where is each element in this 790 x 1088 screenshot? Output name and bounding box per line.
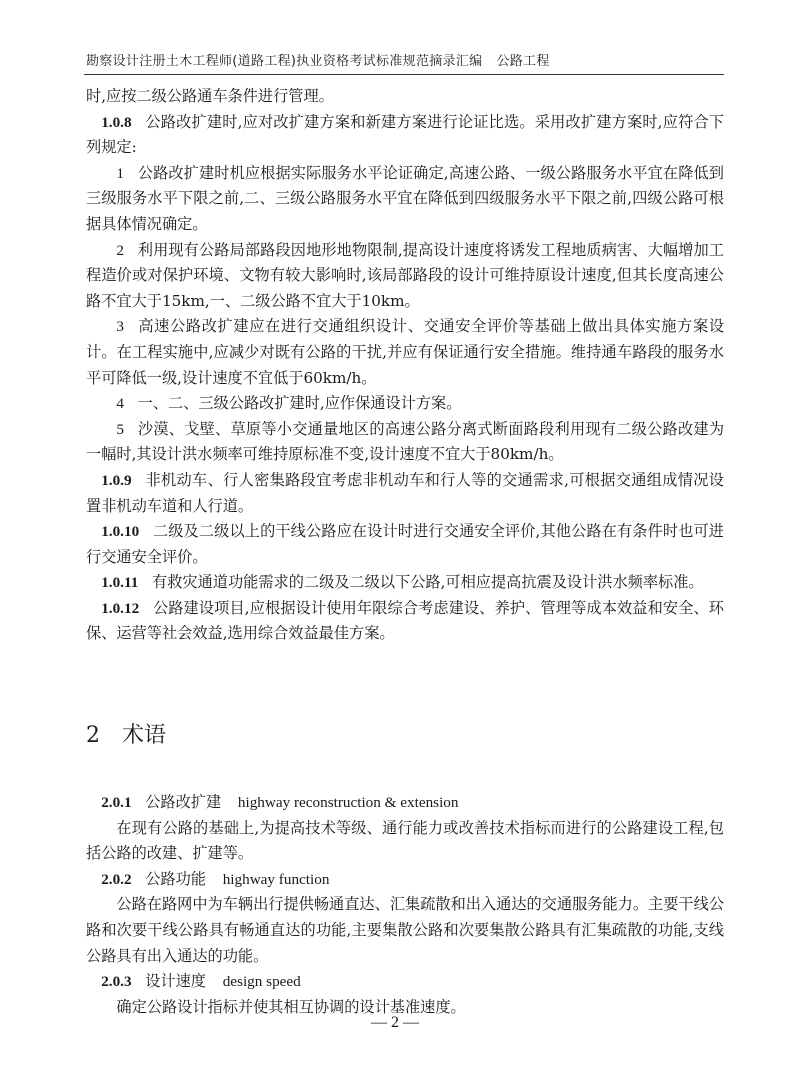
item-number: 4 — [116, 395, 124, 413]
term-heading — [86, 969, 724, 995]
header-title: 勘察设计注册土木工程师(道路工程)执业资格考试标准规范摘录汇编 — [86, 54, 483, 69]
clause-text: 非机动车、行人密集路段宜考虑非机动车和行人等的交通需求,可根据交通组成情况设置非机动车道和人行道。 — [86, 470, 724, 515]
clause-item — [86, 417, 724, 468]
clause-item — [86, 161, 724, 238]
header-divider — [84, 74, 724, 75]
clause-item — [86, 391, 724, 417]
term-number: 2.0.3 — [101, 973, 132, 991]
clause-number: 1.0.11 — [101, 574, 139, 592]
item-text: 高速公路改扩建应在进行交通组织设计、交通安全评价等基础上做出具体实施方案设计。在工程实施中,应减少对既有公路的干扰,并应有保证通行安全措施。维持通车路段的服务水平可降低一级,设计速度不宜低于60km/h。 — [86, 317, 724, 387]
clause-text: 有救灾通道功能需求的二级及二级以下公路,可相应提高抗震及设计洪水频率标准。 — [152, 573, 704, 592]
clause-item — [86, 238, 724, 315]
item-number: 5 — [116, 420, 124, 438]
clause-item — [86, 314, 724, 391]
term-zh: 公路功能 — [145, 869, 206, 888]
term-heading — [86, 790, 724, 816]
item-text: 一、二、三级公路改扩建时,应作保通设计方案。 — [137, 394, 462, 413]
header-section: 公路工程 — [496, 54, 550, 69]
chapter-number: 2 — [86, 723, 100, 748]
term-en: highway function — [222, 870, 330, 888]
term-heading — [86, 867, 724, 893]
term-definition: 在现有公路的基础上,为提高技术等级、通行能力或改善技术指标而进行的公路建设工程,包括公路的改建、扩建等。 — [86, 818, 724, 863]
clause-number: 1.0.10 — [101, 523, 140, 541]
clause-text: 公路改扩建时,应对改扩建方案和新建方案进行论证比选。采用改扩建方案时,应符合下列规定: — [86, 112, 724, 157]
clauses-body — [86, 84, 724, 647]
chapter-title: 术语 — [122, 723, 167, 748]
term-definition: 确定公路设计指标并使其相互协调的设计基准速度。 — [116, 997, 466, 1016]
clause — [86, 596, 724, 647]
term-en: design speed — [222, 973, 301, 991]
terms-body — [86, 790, 724, 1020]
clause-number: 1.0.8 — [101, 113, 132, 131]
clause-text: 二级及二级以上的干线公路应在设计时进行交通安全评价,其他公路在有条件时也可进行交通安全评价。 — [86, 522, 724, 566]
term-en: highway reconstruction & extension — [237, 794, 459, 811]
item-text: 沙漠、戈壁、草原等小交通量地区的高速公路分离式断面路段利用现有二级公路改建为一幅时,其设计洪水频率可维持原标准不变,设计速度不宜大于80km/h。 — [86, 419, 724, 464]
clause — [86, 519, 724, 570]
continued-text: 时,应按二级公路通车条件进行管理。 — [86, 87, 334, 105]
term-definition: 公路在路网中为车辆出行提供畅通直达、汇集疏散和出入通达的交通服务能力。主要干线公路和次要干线公路具有畅通直达的功能,主要集散公路和次要集散公路具有汇集疏散的功能,支线公路具有出入通达的功能。 — [86, 895, 724, 965]
item-text: 利用现有公路局部路段因地形地物限制,提高设计速度将诱发工程地质病害、大幅增加工程造价或对保护环境、文物有较大影响时,该局部路段的设计可维持原设计速度,但其长度高速公路不宜大于15km,一、二级公路不宜大于10km。 — [86, 240, 724, 310]
clause-number: 1.0.9 — [101, 471, 132, 489]
clause — [86, 468, 724, 519]
term-zh: 设计速度 — [145, 972, 206, 991]
clause-number: 1.0.12 — [101, 599, 140, 617]
clause-text: 公路建设项目,应根据设计使用年限综合考虑建设、养护、管理等成本效益和安全、环保、运营等社会效益,选用综合效益最佳方案。 — [86, 598, 724, 643]
term-zh: 公路改扩建 — [145, 793, 222, 811]
term-number: 2.0.1 — [101, 794, 132, 811]
page-number: — 2 — — [371, 1014, 419, 1031]
item-number: 2 — [116, 241, 124, 259]
clause — [86, 570, 724, 596]
term-number: 2.0.2 — [101, 870, 132, 888]
clause — [86, 110, 724, 161]
item-number: 3 — [116, 318, 124, 336]
item-text: 公路改扩建时机应根据实际服务水平论证确定,高速公路、一级公路服务水平宜在降低到三级服务水平下限之前,二、三级公路服务水平宜在降低到四级服务水平下限之前,四级公路可根据具体情况确定。 — [86, 163, 724, 233]
chapter-heading — [86, 718, 166, 749]
running-header — [86, 50, 550, 69]
item-number: 1 — [116, 164, 124, 182]
